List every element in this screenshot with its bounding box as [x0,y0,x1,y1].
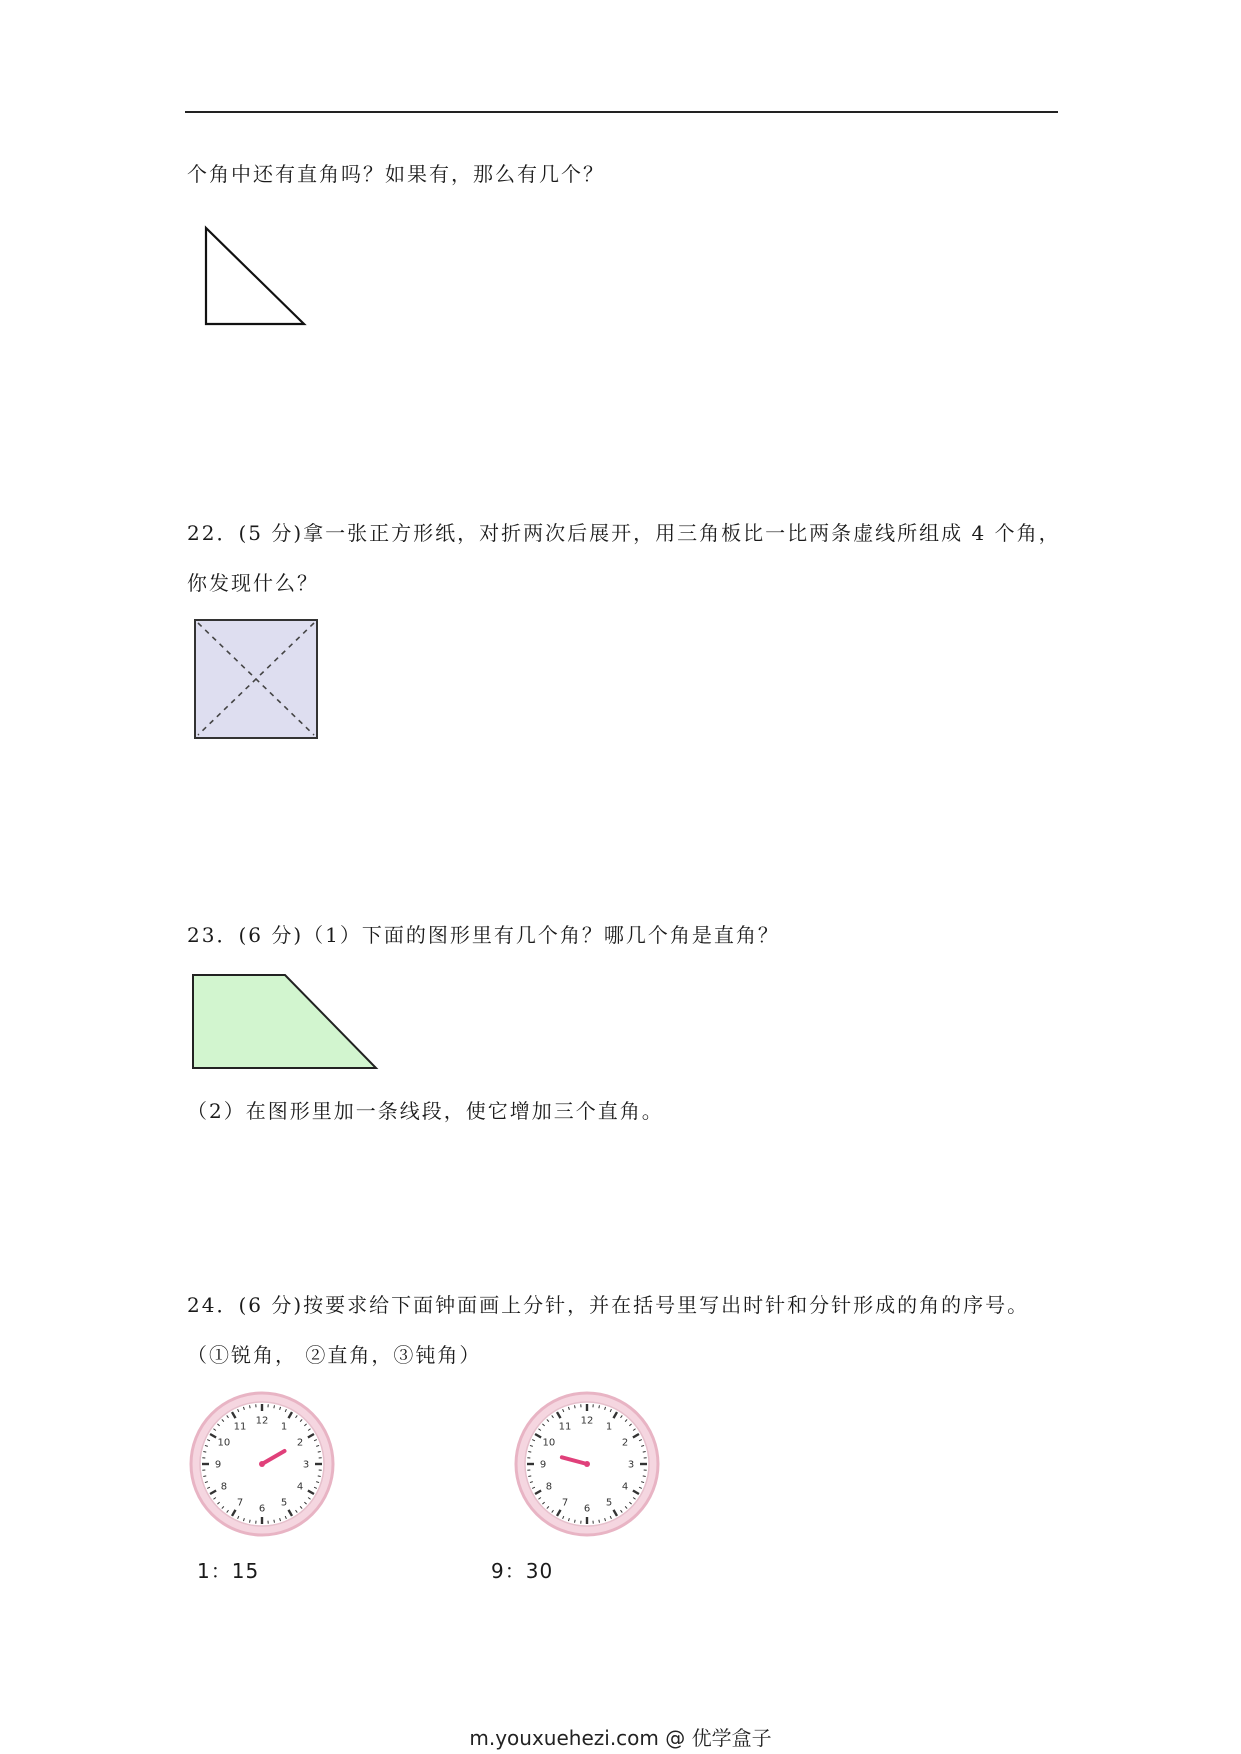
minute-tick [599,1405,600,1408]
clock-number: 1 [605,1421,613,1433]
trapezoid-figure [190,972,380,1072]
minute-tick [318,1452,321,1453]
minute-tick [528,1452,531,1453]
minute-tick [575,1520,576,1523]
footer-watermark: m.youxuehezi.com @ 优学盒子 [469,1726,772,1750]
clock-number: 5 [280,1497,288,1509]
clock-number: 9 [214,1459,222,1471]
clock-number: 4 [296,1481,304,1493]
clock-number: 3 [302,1459,310,1471]
clock-number: 12 [580,1415,594,1427]
q24-text-line1: 24．(6 分)按要求给下面钟面画上分针，并在括号里写出时针和分针形成的角的序号。 [187,1293,1030,1317]
clock-number: 7 [561,1497,569,1509]
clock-1-time-label: 1：15 [197,1559,260,1583]
clock-number: 2 [296,1437,304,1449]
q22-text-line1: 22．(5 分)拿一张正方形纸，对折两次后展开，用三角板比一比两条虚线所组成 4 个角， [187,521,1061,545]
clock-number: 6 [258,1503,266,1515]
minute-tick [203,1476,206,1477]
clock-number: 10 [542,1437,556,1449]
right-trapezoid-shape [193,975,376,1068]
clock-number: 11 [233,1421,247,1433]
clock-center-pin [584,1461,590,1467]
clock-face-1 [187,1389,337,1539]
minute-tick [528,1476,531,1477]
minute-tick [575,1405,576,1408]
q22-text-line2: 你发现什么？ [187,571,319,595]
minute-tick [599,1520,600,1523]
clock-number: 1 [280,1421,288,1433]
minute-tick [274,1520,275,1523]
clock-number: 3 [627,1459,635,1471]
clock-number: 12 [255,1415,269,1427]
q23-part2-text: （2）在图形里加一条线段，使它增加三个直角。 [187,1099,664,1123]
minute-tick [318,1476,321,1477]
clock-number: 5 [605,1497,613,1509]
q24-text-line2: （①锐角， ②直角，③钝角） [187,1343,482,1367]
right-triangle-figure [200,222,310,332]
minute-tick [250,1520,251,1523]
clock-face-2 [512,1389,662,1539]
minute-tick [203,1452,206,1453]
q23-text-line1: 23．(6 分)（1）下面的图形里有几个角？哪几个角是直角？ [187,923,780,947]
clock-2-time-label: 9：30 [491,1559,554,1583]
right-triangle-shape [206,228,304,324]
clock-number: 8 [220,1481,228,1493]
minute-tick [274,1405,275,1408]
continued-question-text: 个角中还有直角吗？如果有，那么有几个？ [187,162,605,186]
clock-center-pin [259,1461,265,1467]
header-rule [185,111,1058,113]
clock-number: 11 [558,1421,572,1433]
clock-number: 6 [583,1503,591,1515]
minute-tick [643,1452,646,1453]
clock-number: 4 [621,1481,629,1493]
clock-number: 10 [217,1437,231,1449]
clock-number: 9 [539,1459,547,1471]
minute-tick [250,1405,251,1408]
clock-number: 7 [236,1497,244,1509]
folded-square-figure [192,617,322,743]
clock-number: 2 [621,1437,629,1449]
minute-tick [643,1476,646,1477]
clock-number: 8 [545,1481,553,1493]
